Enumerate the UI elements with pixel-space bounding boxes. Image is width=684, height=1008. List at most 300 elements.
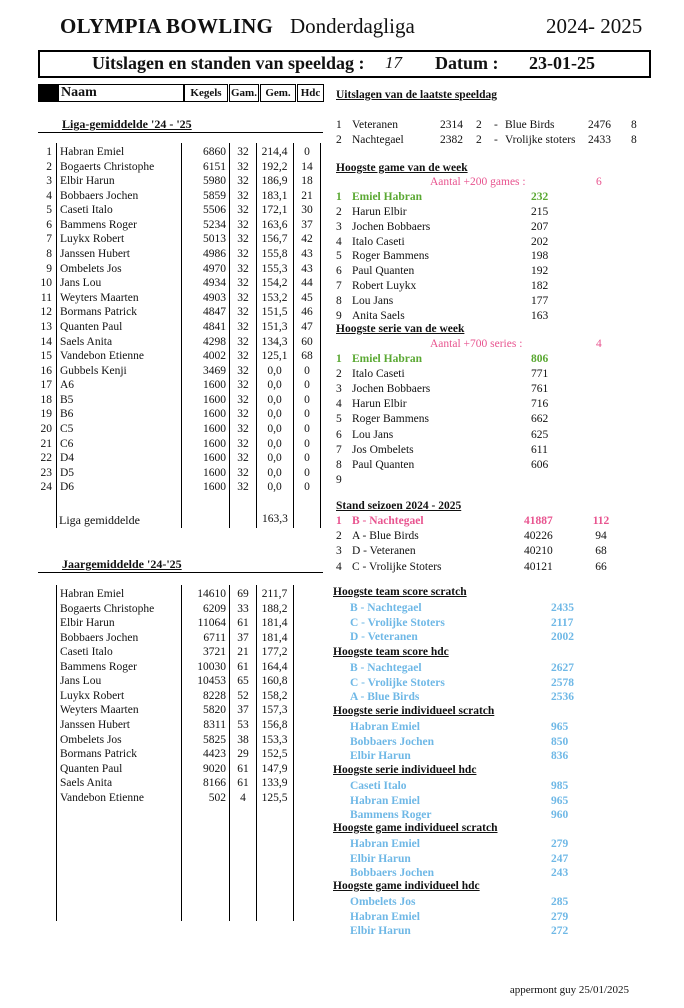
row-rank: 20 (40, 423, 52, 436)
games: 32 (237, 379, 249, 392)
player-name: Ombelets Jos (60, 262, 122, 275)
games: 33 (237, 602, 249, 615)
record-row (0, 895, 684, 910)
games: 32 (237, 233, 249, 246)
row-rank: 11 (40, 291, 52, 304)
gemiddelde: 181,4 (261, 631, 288, 644)
record-row (0, 690, 684, 705)
player-name: Vandebon Etienne (60, 791, 144, 804)
games: 52 (237, 689, 249, 702)
row-rank: 4 (46, 189, 52, 202)
season-title: 2024- 2025 (546, 14, 643, 38)
record-score: 2002 (551, 631, 574, 644)
player-name: Luykx Robert (60, 233, 125, 246)
player-name: Weyters Maarten (60, 291, 139, 304)
games: 4 (240, 791, 246, 804)
kegels: 3469 (203, 364, 226, 377)
record-score: 247 (551, 852, 569, 865)
row-rank: 1 (336, 119, 342, 131)
gemiddelde: 183,1 (261, 189, 288, 202)
row-rank: 1 (336, 353, 342, 365)
score: 662 (531, 413, 549, 426)
row-rank: 2 (336, 368, 342, 381)
col-games: Gam. (229, 84, 259, 102)
team-home: Veteranen (352, 119, 398, 131)
games: 21 (237, 646, 249, 659)
list-item (0, 294, 684, 309)
record-score: 2536 (551, 691, 574, 704)
row-rank: 4 (336, 235, 342, 248)
gemiddelde: 0,0 (267, 452, 282, 465)
team-name: B - Nachtegael (352, 515, 424, 527)
col-gem: Gem. (260, 84, 296, 102)
gemiddelde: 0,0 (267, 393, 282, 406)
record-name: Caseti Italo (350, 780, 407, 792)
handicap: 18 (301, 175, 313, 188)
record-score: 2117 (551, 616, 574, 629)
row-rank: 7 (46, 233, 52, 246)
kegels: 5013 (203, 233, 226, 246)
player-name: Bobbaers Jochen (60, 631, 139, 644)
list-item (0, 443, 684, 458)
row-rank: 5 (46, 204, 52, 217)
score: 716 (531, 398, 549, 411)
score-home: 2314 (440, 119, 463, 131)
game-week-count: 6 (596, 176, 602, 188)
record-name: Habran Emiel (350, 910, 420, 923)
gemiddelde: 0,0 (267, 379, 282, 392)
gemiddelde: 0,0 (267, 364, 282, 377)
list-item (0, 458, 684, 473)
gemiddelde: 0,0 (267, 481, 282, 494)
games: 32 (237, 146, 249, 158)
row-rank: 3 (336, 383, 342, 396)
player-name: Quanten Paul (60, 762, 123, 775)
kegels: 40121 (524, 560, 553, 573)
gemiddelde: 172,1 (261, 204, 288, 217)
record-title: Hoogste team score scratch (333, 586, 467, 598)
record-name: A - Blue Birds (350, 691, 420, 704)
record-name: Elbir Harun (350, 750, 411, 763)
player-name: Weyters Maarten (60, 704, 139, 717)
row-rank: 9 (46, 262, 52, 275)
player-name: Lou Jans (352, 294, 394, 307)
gemiddelde: 125,1 (261, 350, 288, 363)
games: 32 (237, 218, 249, 231)
points: 94 (595, 530, 607, 543)
gemiddelde: 0,0 (267, 408, 282, 421)
table-row (0, 335, 684, 350)
points-away: 8 (631, 119, 637, 131)
row-rank: 22 (40, 452, 52, 465)
record-score: 285 (551, 896, 569, 908)
kegels: 5859 (203, 189, 226, 202)
list-item (0, 382, 684, 397)
serie-week-count: 4 (596, 338, 602, 350)
player-name: Bormans Patrick (60, 306, 137, 319)
games: 38 (237, 733, 249, 746)
record-name: Bammens Roger (350, 809, 432, 822)
record-name: Habran Emiel (350, 721, 420, 733)
player-name: Habran Emiel (60, 146, 125, 158)
games: 32 (237, 408, 249, 421)
record-score: 960 (551, 809, 569, 822)
games: 61 (237, 660, 249, 673)
handicap: 30 (301, 204, 313, 217)
list-item (0, 279, 684, 294)
record-score: 279 (551, 838, 569, 850)
handicap: 45 (301, 291, 313, 304)
gemiddelde: 154,2 (261, 277, 288, 290)
games: 32 (237, 204, 249, 217)
player-name: Elbir Harun (60, 175, 115, 188)
kegels: 4934 (203, 277, 226, 290)
gemiddelde: 0,0 (267, 437, 282, 450)
kegels: 40210 (524, 545, 553, 558)
row-rank: 5 (336, 413, 342, 426)
player-name: Quanten Paul (60, 320, 123, 333)
player-name: Bormans Patrick (60, 748, 137, 761)
gemiddelde: 157,3 (261, 704, 288, 717)
player-name: Ombelets Jos (60, 733, 122, 746)
kegels: 6209 (203, 602, 226, 615)
player-name: Caseti Italo (60, 204, 113, 217)
gemiddelde: 153,3 (261, 733, 288, 746)
record-row (0, 630, 684, 645)
row-rank: 21 (40, 437, 52, 450)
footer-credit: appermont guy 25/01/2025 (509, 984, 629, 996)
score: 163 (531, 309, 549, 322)
player-name: D4 (60, 452, 75, 465)
row-rank: 5 (336, 250, 342, 263)
player-name: Saels Anita (60, 335, 113, 348)
score: 625 (531, 428, 549, 441)
row-rank: 2 (46, 160, 52, 173)
player-name: Janssen Hubert (60, 248, 130, 261)
kegels: 6711 (203, 631, 226, 644)
liga-title: Liga-gemiddelde '24 - '25 (62, 117, 192, 131)
kegels: 1600 (203, 423, 226, 436)
record-score: 243 (551, 867, 569, 880)
games: 32 (237, 189, 249, 202)
gemiddelde: 147,9 (261, 762, 288, 775)
games: 32 (237, 306, 249, 319)
record-score: 965 (551, 721, 569, 733)
kegels: 5234 (203, 218, 226, 231)
record-name: Ombelets Jos (350, 896, 416, 908)
handicap: 43 (301, 248, 313, 261)
record-score: 2578 (551, 676, 574, 689)
score: 182 (531, 280, 549, 293)
player-name: Roger Bammens (352, 413, 429, 426)
kegels: 4986 (203, 248, 226, 261)
handicap: 44 (301, 277, 313, 290)
games: 53 (237, 718, 249, 731)
handicap: 0 (304, 423, 310, 436)
games: 32 (237, 262, 249, 275)
player-name: Luykx Robert (60, 689, 125, 702)
row-rank: 23 (40, 466, 52, 479)
games: 29 (237, 748, 249, 761)
standing-row (0, 560, 684, 575)
player-name: Jos Ombelets (352, 443, 414, 456)
record-row (0, 837, 684, 852)
record-score: 965 (551, 794, 569, 807)
handicap: 14 (301, 160, 313, 173)
row-rank: 14 (40, 335, 52, 348)
games: 32 (237, 423, 249, 436)
points: 112 (592, 515, 610, 527)
kegels: 5980 (203, 175, 226, 188)
player-name: Jochen Bobbaers (352, 220, 431, 233)
record-score: 279 (551, 910, 569, 923)
record-title: Hoogste serie individueel scratch (333, 705, 495, 717)
kegels: 1600 (203, 379, 226, 392)
col-hdc: Hdc (297, 84, 324, 102)
results-banner (38, 50, 651, 78)
row-rank: 9 (336, 473, 342, 486)
kegels: 5820 (203, 704, 226, 717)
datum-label: Datum : (435, 53, 499, 73)
kegels: 8166 (203, 777, 226, 790)
row-rank: 16 (40, 364, 52, 377)
record-row (0, 808, 684, 823)
row-rank: 7 (336, 280, 342, 293)
record-title: Hoogste serie individueel hdc (333, 764, 477, 776)
player-name: Anita Saels (352, 309, 405, 322)
kegels: 3721 (203, 646, 226, 659)
player-name: D5 (60, 466, 75, 479)
player-name: Bogaerts Christophe (60, 160, 155, 173)
gemiddelde: 186,9 (261, 175, 288, 188)
record-title: Hoogste game individueel hdc (333, 880, 480, 892)
list-item (0, 397, 684, 412)
row-rank: 8 (336, 294, 342, 307)
handicap: 0 (304, 452, 310, 465)
row-rank: 3 (336, 545, 342, 558)
serie-week-title: Hoogste serie van de week (336, 323, 465, 335)
handicap: 0 (304, 364, 310, 377)
kegels: 1600 (203, 452, 226, 465)
col-naam: Naam (58, 84, 184, 102)
games: 32 (237, 277, 249, 290)
uitslagen-title: Uitslagen van de laatste speeldag (336, 89, 497, 101)
player-name: Jans Lou (60, 277, 102, 290)
list-item (0, 235, 684, 250)
games: 32 (237, 320, 249, 333)
record-name: C - Vrolijke Stoters (350, 616, 445, 629)
score: 192 (531, 265, 549, 278)
record-name: Elbir Harun (350, 852, 411, 865)
row-rank: 18 (40, 393, 52, 406)
handicap: 60 (301, 335, 313, 348)
record-score: 272 (551, 925, 569, 938)
gemiddelde: 160,8 (261, 675, 288, 688)
team-name: A - Blue Birds (352, 530, 419, 543)
stand-title: Stand seizoen 2024 - 2025 (336, 500, 462, 512)
player-name: Janssen Hubert (60, 718, 130, 731)
player-name: Bammens Roger (60, 218, 137, 231)
col-kegels: Kegels (184, 84, 228, 102)
record-name: C - Vrolijke Stoters (350, 676, 445, 689)
standing-row (0, 514, 684, 529)
record-title: Hoogste team score hdc (333, 646, 449, 658)
row-rank: 3 (46, 175, 52, 188)
row-rank: 9 (336, 309, 342, 322)
handicap: 0 (304, 408, 310, 421)
gemiddelde: 133,9 (261, 777, 288, 790)
kegels: 5825 (203, 733, 226, 746)
record-row (0, 866, 684, 881)
club-title: OLYMPIA BOWLING (60, 14, 274, 38)
list-item (0, 367, 684, 382)
separator: - (494, 119, 498, 131)
kegels: 14610 (197, 588, 226, 600)
banner-label: Uitslagen en standen van speeldag : (92, 53, 365, 73)
team-away: Vrolijke stoters (505, 133, 576, 146)
row-rank: 1 (46, 146, 52, 158)
team-name: C - Vrolijke Stoters (352, 560, 442, 573)
record-row (0, 661, 684, 676)
row-rank: 17 (40, 379, 52, 392)
games: 69 (237, 588, 249, 600)
handicap: 46 (301, 306, 313, 319)
player-name: Roger Bammens (352, 250, 429, 263)
gemiddelde: 151,3 (261, 320, 288, 333)
games: 61 (237, 762, 249, 775)
games: 32 (237, 160, 249, 173)
points: 68 (595, 545, 607, 558)
handicap: 37 (301, 218, 313, 231)
kegels: 1600 (203, 393, 226, 406)
handicap: 0 (304, 437, 310, 450)
jaar-title: Jaargemiddelde '24-'25 (62, 557, 182, 571)
games: 61 (237, 777, 249, 790)
gemiddelde: 153,2 (261, 291, 288, 304)
games: 32 (237, 364, 249, 377)
score-away: 2433 (588, 133, 611, 146)
gemiddelde: 163,6 (261, 218, 288, 231)
gemiddelde: 181,4 (261, 617, 288, 630)
kegels: 4841 (203, 320, 226, 333)
standing-row (0, 544, 684, 559)
league-title: Donderdagliga (290, 14, 415, 38)
list-item (0, 249, 684, 264)
player-name: Harun Elbir (352, 398, 407, 411)
list-item (0, 473, 684, 488)
player-name: B5 (60, 393, 74, 406)
row-rank: 6 (46, 218, 52, 231)
gemiddelde: 164,4 (261, 660, 288, 673)
kegels: 1600 (203, 466, 226, 479)
row-rank: 7 (336, 443, 342, 456)
kegels: 10030 (197, 660, 226, 673)
games: 37 (237, 704, 249, 717)
list-item (0, 190, 684, 205)
row-rank: 10 (40, 277, 52, 290)
list-item (0, 220, 684, 235)
handicap: 43 (301, 262, 313, 275)
player-name: Bogaerts Christophe (60, 602, 155, 615)
score: 202 (531, 235, 549, 248)
player-name: Jans Lou (60, 675, 102, 688)
record-name: Habran Emiel (350, 838, 420, 850)
gemiddelde: 192,2 (261, 160, 288, 173)
row-rank: 2 (336, 530, 342, 543)
games: 37 (237, 631, 249, 644)
player-name: Jochen Bobbaers (352, 383, 431, 396)
result-row (0, 118, 684, 133)
kegels: 5506 (203, 204, 226, 217)
record-row (0, 794, 684, 809)
player-name: Emiel Habran (352, 191, 422, 203)
team-name: D - Veteranen (352, 545, 416, 558)
record-row (0, 720, 684, 735)
record-row (0, 616, 684, 631)
gemiddelde: 134,3 (261, 335, 288, 348)
record-row (0, 601, 684, 616)
kegels: 10453 (197, 675, 226, 688)
datum-value: 23-01-25 (529, 53, 595, 73)
record-score: 985 (551, 780, 569, 792)
handicap: 0 (304, 466, 310, 479)
record-score: 2435 (551, 602, 574, 614)
games: 32 (237, 466, 249, 479)
gemiddelde: 188,2 (261, 602, 288, 615)
kegels: 41887 (524, 515, 553, 527)
team-away: Blue Birds (505, 119, 555, 131)
player-name: Vandebon Etienne (60, 350, 144, 363)
table-row (0, 174, 684, 189)
row-rank: 6 (336, 428, 342, 441)
row-rank: 3 (336, 220, 342, 233)
games: 32 (237, 248, 249, 261)
gemiddelde: 156,7 (261, 233, 288, 246)
score: 761 (531, 383, 549, 396)
score: 177 (531, 294, 549, 307)
kegels: 1600 (203, 408, 226, 421)
game-week-title: Hoogste game van de week (336, 162, 468, 174)
row-rank: 12 (40, 306, 52, 319)
record-score: 850 (551, 735, 569, 748)
player-name: Bobbaers Jochen (60, 189, 139, 202)
score: 207 (531, 220, 549, 233)
player-name: Harun Elbir (352, 205, 407, 218)
record-name: Habran Emiel (350, 794, 420, 807)
score: 611 (531, 443, 548, 456)
kegels: 6860 (203, 146, 226, 158)
record-row (0, 779, 684, 794)
kegels: 4847 (203, 306, 226, 319)
score-home: 2382 (440, 133, 463, 146)
games: 32 (237, 350, 249, 363)
row-rank: 8 (336, 458, 342, 471)
points-home: 2 (476, 119, 482, 131)
gemiddelde: 211,7 (261, 588, 288, 600)
kegels: 8311 (203, 718, 226, 731)
record-name: D - Veteranen (350, 631, 418, 644)
record-row (0, 749, 684, 764)
record-name: Elbir Harun (350, 925, 411, 938)
player-name: C5 (60, 423, 74, 436)
kegels: 1600 (203, 481, 226, 494)
player-name: A6 (60, 379, 75, 392)
score: 806 (531, 353, 549, 365)
kegels: 11064 (197, 617, 226, 630)
score: 198 (531, 250, 549, 263)
player-name: Robert Luykx (352, 280, 417, 293)
result-row (0, 133, 684, 148)
